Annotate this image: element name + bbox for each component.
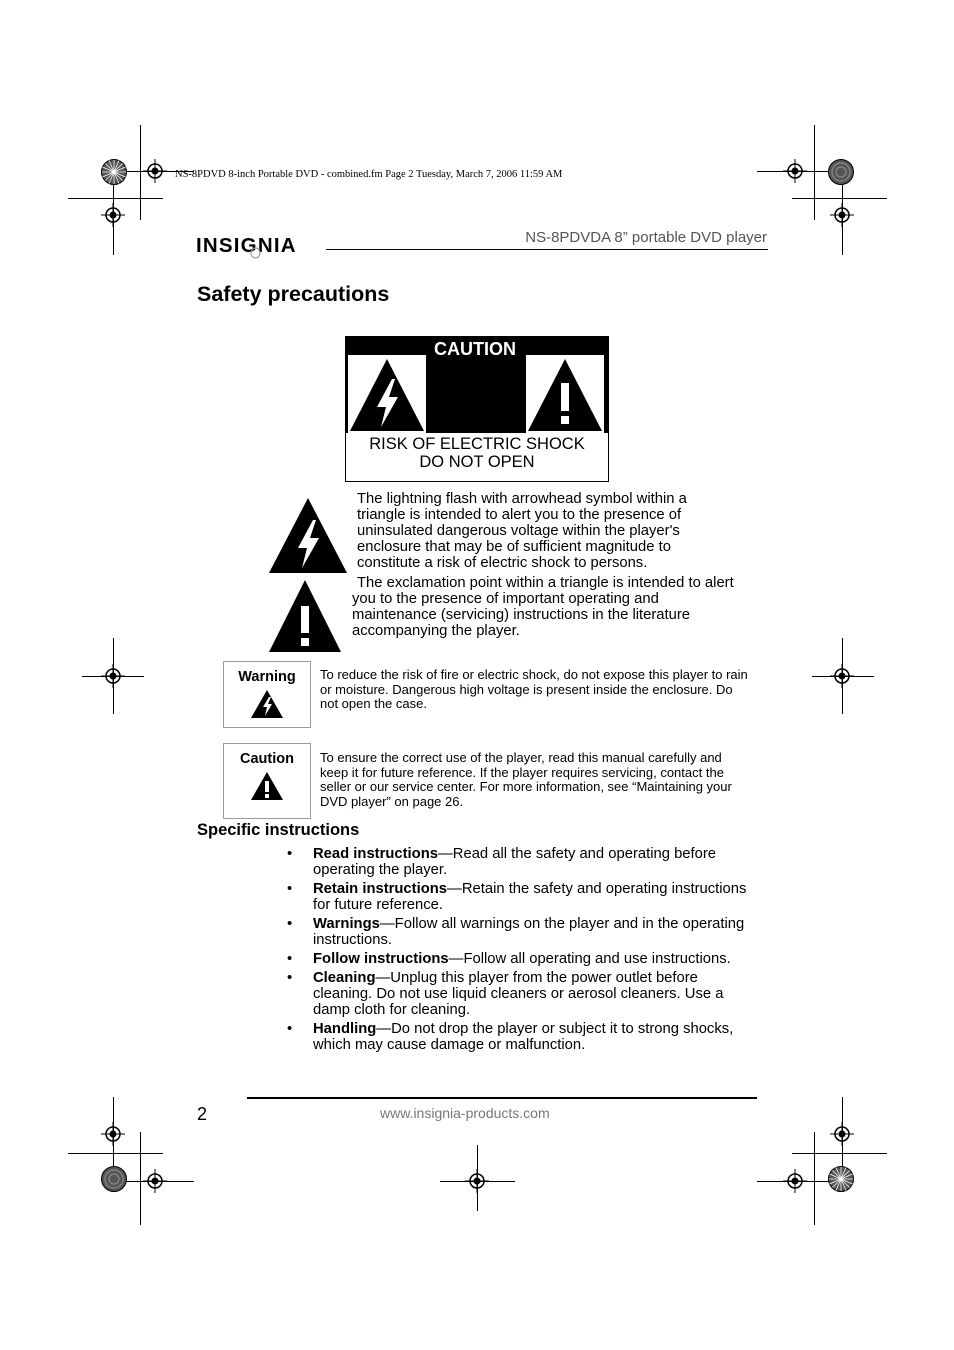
- logo-text: INSIGNIA: [196, 234, 297, 257]
- instruction-text: —Follow all warnings on the player and in the operating instructions.: [313, 916, 745, 948]
- instructions-list: [287, 846, 757, 1056]
- instruction-term: Read instructions: [313, 846, 438, 862]
- list-item: [287, 916, 757, 948]
- instruction-text: —Follow all operating and use instructions.: [448, 951, 731, 967]
- print-file-info: NS-8PDVD 8-inch Portable DVD - combined.fm Page 2 Tuesday, March 7, 2006 11:59 AM: [175, 169, 563, 180]
- caution-label-line2: DO NOT OPEN: [419, 453, 535, 471]
- insignia-logo: [196, 231, 312, 259]
- instruction-text: —Do not drop the player or subject it to strong shocks, which may cause damage or malfunction.: [313, 1021, 734, 1053]
- registration-mark-icon: [101, 664, 125, 688]
- registration-mark-icon: [783, 159, 807, 183]
- registration-mark-icon: [465, 1169, 489, 1193]
- page-title: Safety precautions: [197, 282, 390, 306]
- list-item: [287, 1021, 757, 1053]
- warning-notice-box: [223, 661, 311, 728]
- exclamation-symbol-text: The exclamation point within a triangle is intended to alert you to the presence of important operating and maintenance (servicing) instructions in the literature accompanying the player.: [352, 575, 734, 639]
- lightning-triangle-icon: [250, 689, 284, 719]
- bullet-glyph: •: [287, 846, 293, 862]
- warning-text: To reduce the risk of fire or electric shock, do not expose this player to rain or moisture. Dangerous high voltage is present inside the enclosure. Do not open the case.: [320, 667, 748, 711]
- instruction-term: Cleaning: [313, 970, 376, 986]
- bullet-glyph: •: [287, 1021, 293, 1037]
- caution-title: Caution: [240, 751, 294, 767]
- footer-url: www.insignia-products.com: [380, 1105, 550, 1121]
- starburst-target-icon: [828, 1166, 854, 1192]
- warning-title: Warning: [238, 669, 296, 685]
- instruction-term: Handling: [313, 1021, 377, 1037]
- registration-mark-icon: [783, 1169, 807, 1193]
- instruction-text: —Retain the safety and operating instructions for future reference.: [313, 881, 747, 913]
- caution-notice-box: [223, 743, 311, 819]
- bullet-glyph: •: [287, 970, 293, 986]
- registration-mark-icon: [830, 1122, 854, 1146]
- instruction-text: —Read all the safety and operating before operating the player.: [313, 846, 717, 878]
- caution-label-title: CAUTION: [434, 339, 516, 359]
- exclamation-triangle-icon: [526, 355, 604, 433]
- instruction-term: Retain instructions: [313, 881, 448, 897]
- exclamation-triangle-icon: [250, 771, 284, 801]
- page-number: 2: [197, 1104, 208, 1124]
- instruction-text: —Unplug this player from the power outlet before cleaning. Do not use liquid cleaners or aerosol cleaners. Use a damp cloth for cleaning.: [313, 970, 724, 1018]
- list-item: [287, 846, 757, 878]
- list-item: [287, 970, 757, 1018]
- caution-label-line1: RISK OF ELECTRIC SHOCK: [369, 435, 585, 453]
- registration-mark-icon: [101, 203, 125, 227]
- bullet-glyph: •: [287, 951, 293, 967]
- model-name: NS-8PDVDA 8” portable DVD player: [525, 229, 767, 246]
- lightning-symbol-text: The lightning flash with arrowhead symbol within a triangle is intended to alert you to the presence of uninsulated dangerous voltage within the player's enclosure that may be of sufficient magnitude to constitute a risk of electric shock to persons.: [357, 491, 687, 571]
- lightning-triangle-icon: [268, 496, 348, 575]
- starburst-target-icon: [828, 159, 854, 185]
- registration-mark-icon: [830, 664, 854, 688]
- instruction-term: Follow instructions: [313, 951, 449, 967]
- registration-mark-icon: [101, 1122, 125, 1146]
- bullet-glyph: •: [287, 916, 293, 932]
- registration-mark-icon: [830, 203, 854, 227]
- footer-rule: [247, 1097, 757, 1099]
- caution-label-text: [346, 435, 608, 471]
- lightning-triangle-icon: [348, 355, 426, 433]
- starburst-target-icon: [101, 159, 127, 185]
- registration-mark-icon: [143, 159, 167, 183]
- registration-mark-icon: [143, 1169, 167, 1193]
- starburst-target-icon: [101, 1166, 127, 1192]
- caution-label-graphic: [345, 336, 609, 482]
- caution-text: To ensure the correct use of the player, read this manual carefully and keep it for future reference. If the player requires servicing, contact the seller or our service center. For more information, see “Maintaining your DVD player” on page 26.: [320, 750, 732, 809]
- bullet-glyph: •: [287, 881, 293, 897]
- section-heading: Specific instructions: [197, 821, 360, 839]
- caution-label-header: [346, 337, 608, 433]
- instruction-term: Warnings: [313, 916, 380, 932]
- list-item: [287, 881, 757, 913]
- header-rule: [326, 249, 768, 250]
- list-item: [287, 951, 757, 967]
- exclamation-triangle-icon: [268, 578, 342, 654]
